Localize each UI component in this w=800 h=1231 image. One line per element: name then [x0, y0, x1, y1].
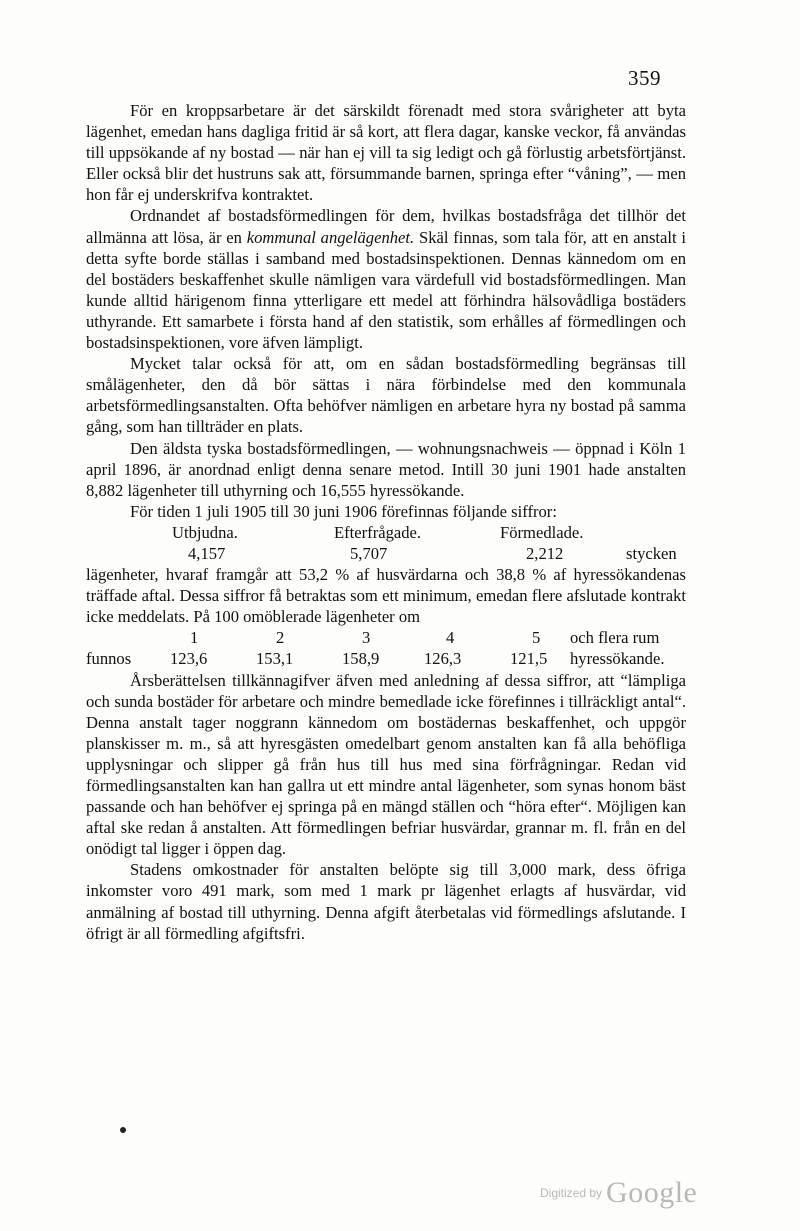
header-utbjudna: Utbjudna. — [172, 522, 238, 542]
rooms-value-4: 126,3 — [424, 649, 462, 669]
value-efterfragade: 5,707 — [350, 543, 388, 563]
rooms-header-5: 5 — [532, 628, 541, 648]
page-number: 359 — [628, 66, 661, 90]
rooms-value-5: 121,5 — [510, 649, 548, 669]
rooms-header-3: 3 — [362, 628, 371, 648]
rooms-header-more: och flera rum — [570, 628, 660, 648]
paragraph-2 — [86, 205, 686, 353]
paragraph-1: För en kroppsarbetare är det särskildt förenadt med stora svårigheter att byta lägenhet, emedan hans dagliga fritid är så kort, att flera dagar, kanske veckor, få användas till uppsökande af ny bostad — när han ej vill ta sig ledigt och gå förlustig arbetsförtjänst. Eller också blir det hustruns sak att, försummande barnen, springa efter “våning”, — men hon får ej underskrifva kontraktet. — [86, 101, 686, 205]
rooms-value-1: 123,6 — [170, 649, 208, 669]
paragraph-6: lägenheter, hvaraf framgår att 53,2 % af husvärdarna och 38,8 % af hyressökandenas träffade aftal. Dessa siffror få betraktas som ett minimum, emedan flere afslutade kontrakt icke meddelats. På 100 omöblerade lägenheter om — [86, 565, 686, 627]
rooms-value-3: 158,9 — [342, 649, 380, 669]
paragraph-5-intro: För tiden 1 juli 1905 till 30 juni 1906 förefinnas följande siffror: — [130, 501, 557, 521]
stats-table-values — [86, 543, 686, 564]
paragraph-2-start: Ordnandet af bostadsförmedlingen för dem, hvilkas bostadsfråga det tillhör det allmänna att lösa, är en — [86, 206, 686, 247]
header-efterfragade: Efterfrågade. — [334, 522, 422, 542]
digitized-by-watermark — [540, 1176, 697, 1210]
paragraph-2-end: Skäl finnas, som tala för, att en anstalt i detta syfte borde ställas i samband med bostadsinspektionen. Dennas kännedom om en del bostäders beskaffenhet skulle nämligen vara värdefull vid bostadsförmedlingen. Man kunde alltid härigenom finna ytterligare ett medel att förhindra hälsovådliga bostäders uthyrande. Ett samarbete i första hand af den statistik, som erhålles af förmedlingen och bostadsinspektionen, vore äfven lämpligt. — [86, 227, 687, 353]
paragraph-7: Årsberättelsen tillkännagifver äfven med anledning af dessa siffror, att “lämpliga och sunda bostäder för arbetare och mindre bemedlade icke förefinnes i tillräckligt antal“. Denna anstalt tager noggrann kännedom om bostädernas beskaffenhet, och uppgör planskisser m. m., så att hyresgästen omedelbart genom anstalten kan få alla behöfliga upplysningar och slipper gå från hus till hus med sina förfrågningar. Redan vid förmedlingsanstalten kan han gallra ut ett mindre antal lägenheter, som synas honom bäst passande och han behöfver ej springa på en mängd ställen och “höra efter“. Möjligen kan aftal ske redan å anstalten. Att förmedlingen befriar husvärdar, grannar m. fl. från en del onödigt tal ligger i öppen dag. — [86, 670, 686, 859]
value-formedlade: 2,212 — [526, 543, 564, 563]
paragraph-4: Den äldsta tyska bostadsförmedlingen, — wohnungsnachweis — öppnad i Köln 1 april 1896, är anordnad enligt denna senare metod. Intill 30 juni 1901 hade anstalten 8,882 lägenheter till uthyrning och 16,555 hyressökande. — [86, 438, 686, 500]
rooms-header-4: 4 — [446, 628, 455, 648]
stray-mark-dot — [120, 1127, 126, 1133]
value-utbjudna: 4,157 — [188, 543, 226, 563]
stats-unit: stycken — [626, 543, 677, 563]
header-formedlade: Förmedlade. — [500, 522, 584, 542]
stats-table-headers — [86, 522, 686, 543]
body-text — [86, 100, 686, 944]
emphasis-kommunal: kommunal angelägenhet. — [246, 227, 415, 247]
google-logo: Google — [606, 1176, 698, 1209]
rooms-header-2: 2 — [276, 628, 285, 648]
rooms-header-1: 1 — [190, 628, 199, 648]
rooms-row-suffix: hyressökande. — [570, 649, 665, 669]
rooms-table-values — [86, 648, 686, 669]
paragraph-8: Stadens omkostnader för anstalten belöpte sig till 3,000 mark, dess öfriga inkomster voro 491 mark, som med 1 mark pr lägenhet erlagts af husvärdar, vid anmälning af bostad till uthyrning. Denna afgift återbetalas vid förmedlings afslutande. I öfrigt är all förmedling afgiftsfri. — [86, 860, 686, 943]
rooms-value-2: 153,1 — [256, 649, 294, 669]
rooms-table-headers — [86, 627, 686, 648]
rooms-row-label: funnos — [86, 649, 132, 669]
paragraph-3: Mycket talar också för att, om en sådan bostadsförmedling begränsas till smålägenheter, den då bör sättas i nära förbindelse med den kommunala arbetsförmedlingsanstalten. Ofta behöfver nämligen en arbetare hyra ny bostad på samma gång, som han tillträder en plats. — [86, 354, 686, 437]
watermark-prefix: Digitized by — [540, 1186, 603, 1200]
